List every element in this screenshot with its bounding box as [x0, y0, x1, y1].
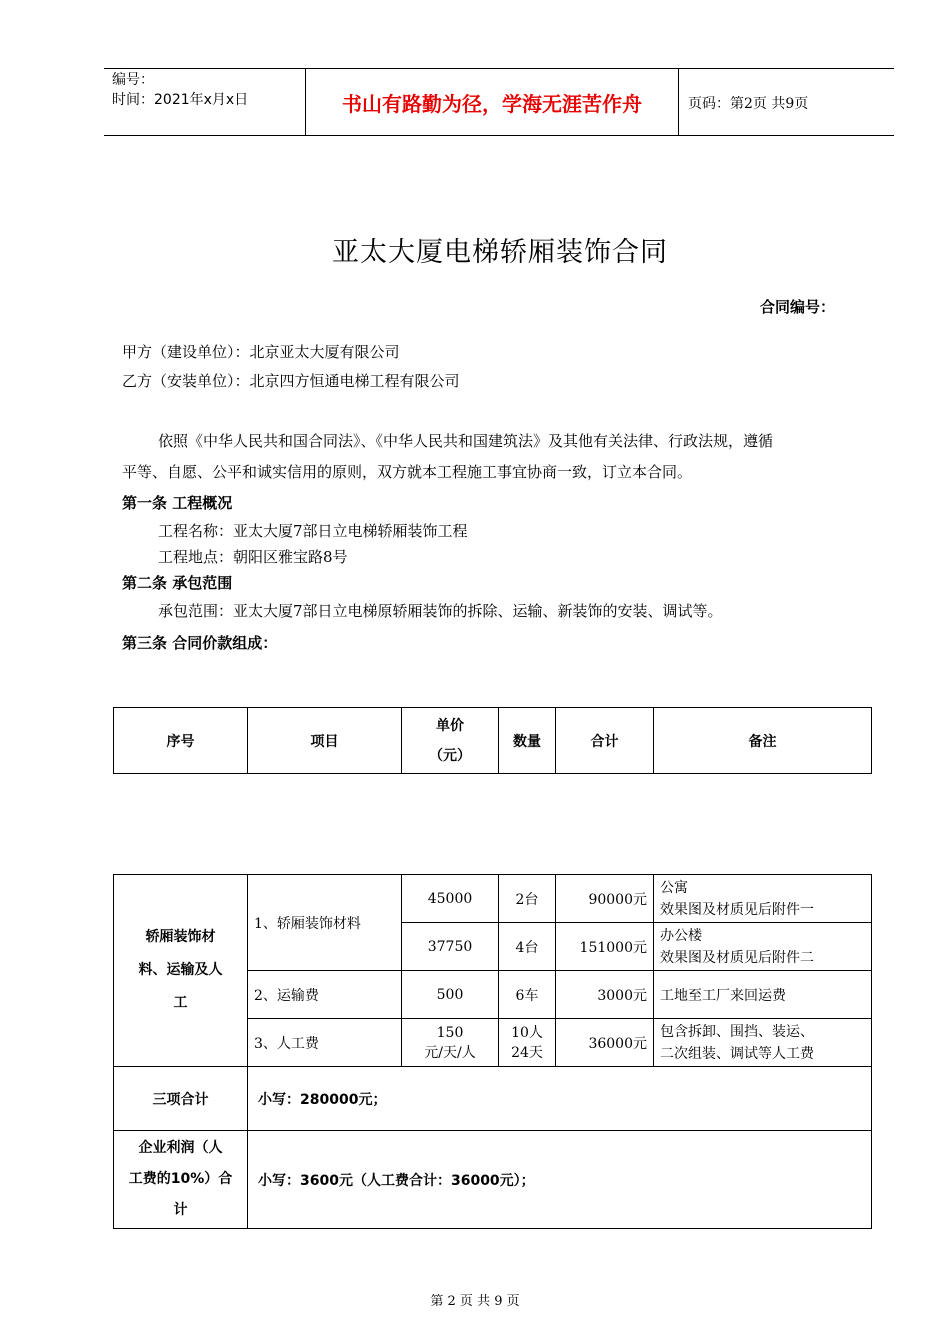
group-label-cell [114, 875, 248, 1067]
row2-price: 500 [402, 971, 499, 1019]
row1a-qty: 2台 [499, 875, 556, 923]
col-header-item: 项目 [248, 708, 402, 774]
row3-price-2: 元/天/人 [424, 1044, 476, 1061]
row3-remark-2: 二次组装、调试等人工费 [660, 1045, 814, 1062]
price-table-body [113, 874, 872, 1229]
col-header-qty: 数量 [499, 708, 556, 774]
header-motto: 书山有路勤为径，学海无涯苦作舟 [342, 92, 642, 116]
col-header-remark: 备注 [654, 708, 872, 774]
price-table-header [113, 707, 872, 774]
sum-value: 小写：280000元； [248, 1067, 872, 1131]
group-label-3: 工 [173, 995, 188, 1011]
row1b-total: 151000元 [556, 923, 654, 971]
profit-label [114, 1131, 248, 1229]
contract-scope: 承包范围：亚太大厦7部日立电梯原轿厢装饰的拆除、运输、新装饰的安装、调试等。 [158, 602, 723, 620]
article-1-heading: 第一条 工程概况 [122, 494, 233, 512]
header-page-info: 页码：第2页 共9页 [688, 96, 809, 112]
group-label-2: 料、运输及人 [138, 962, 223, 978]
group-label-1: 轿厢装饰材 [145, 929, 216, 945]
row3-item: 3、人工费 [248, 1019, 402, 1067]
row1a-remark-1: 公寓 [660, 879, 688, 896]
row1b-remark-1: 办公楼 [660, 927, 702, 944]
header-number-label: 编号： [112, 72, 154, 88]
row2-qty: 6车 [499, 971, 556, 1019]
header-date: 时间：2021年x月x日 [112, 92, 249, 108]
col-header-no: 序号 [114, 708, 248, 774]
row1-item: 1、轿厢装饰材料 [248, 875, 402, 971]
row3-total: 36000元 [556, 1019, 654, 1067]
row1b-price: 37750 [402, 923, 499, 971]
row3-price [402, 1019, 499, 1067]
article-3-heading: 第三条 合同价款组成： [122, 634, 278, 652]
header-top-rule [104, 68, 894, 69]
sum-label: 三项合计 [114, 1067, 248, 1131]
col-header-total: 合计 [556, 708, 654, 774]
contract-number-label: 合同编号： [760, 298, 836, 316]
row1a-remark [654, 875, 872, 923]
row1a-remark-2: 效果图及材质见后附件一 [660, 901, 814, 918]
project-location: 工程地点：朝阳区雅宝路8号 [158, 548, 348, 566]
page-footer: 第 2 页 共 9 页 [430, 1294, 520, 1309]
row1b-remark [654, 923, 872, 971]
header-meta [112, 70, 248, 110]
col-header-unit-price-1: 单价 [436, 717, 464, 734]
row3-qty [499, 1019, 556, 1067]
article-2-heading: 第二条 承包范围 [122, 574, 233, 592]
row3-qty-1: 10人 [511, 1024, 543, 1041]
party-b: 乙方（安装单位）：北京四方恒通电梯工程有限公司 [122, 372, 460, 390]
row1b-qty: 4台 [499, 923, 556, 971]
row1b-remark-2: 效果图及材质见后附件二 [660, 949, 814, 966]
row3-price-1: 150 [436, 1024, 464, 1041]
profit-label-2: 工费的10%）合 [128, 1171, 233, 1187]
row1a-price: 45000 [402, 875, 499, 923]
row2-item: 2、运输费 [248, 971, 402, 1019]
row1a-total: 90000元 [556, 875, 654, 923]
row2-total: 3000元 [556, 971, 654, 1019]
profit-value: 小写：3600元（人工费合计：36000元）； [248, 1131, 872, 1229]
project-name: 工程名称：亚太大厦7部日立电梯轿厢装饰工程 [158, 522, 468, 540]
header-bottom-rule [104, 135, 894, 136]
party-a: 甲方（建设单位）：北京亚太大厦有限公司 [122, 343, 400, 361]
row3-remark-1: 包含拆卸、围挡、装运、 [660, 1023, 814, 1040]
profit-label-1: 企业利润（人 [138, 1140, 223, 1156]
preamble-line-2: 平等、自愿、公平和诚实信用的原则，双方就本工程施工事宜协商一致，订立本合同。 [122, 463, 693, 481]
profit-label-3: 计 [173, 1202, 188, 1218]
col-header-unit-price [402, 708, 499, 774]
col-header-unit-price-2: （元） [429, 747, 471, 764]
document-title: 亚太大厦电梯轿厢装饰合同 [332, 237, 668, 268]
header-divider-2 [678, 68, 679, 136]
preamble-line-1: 依照《中华人民共和国合同法》、《中华人民共和国建筑法》及其他有关法律、行政法规，遵循 [158, 432, 774, 450]
row2-remark: 工地至工厂来回运费 [654, 971, 872, 1019]
row3-qty-2: 24天 [511, 1044, 543, 1061]
row3-remark [654, 1019, 872, 1067]
